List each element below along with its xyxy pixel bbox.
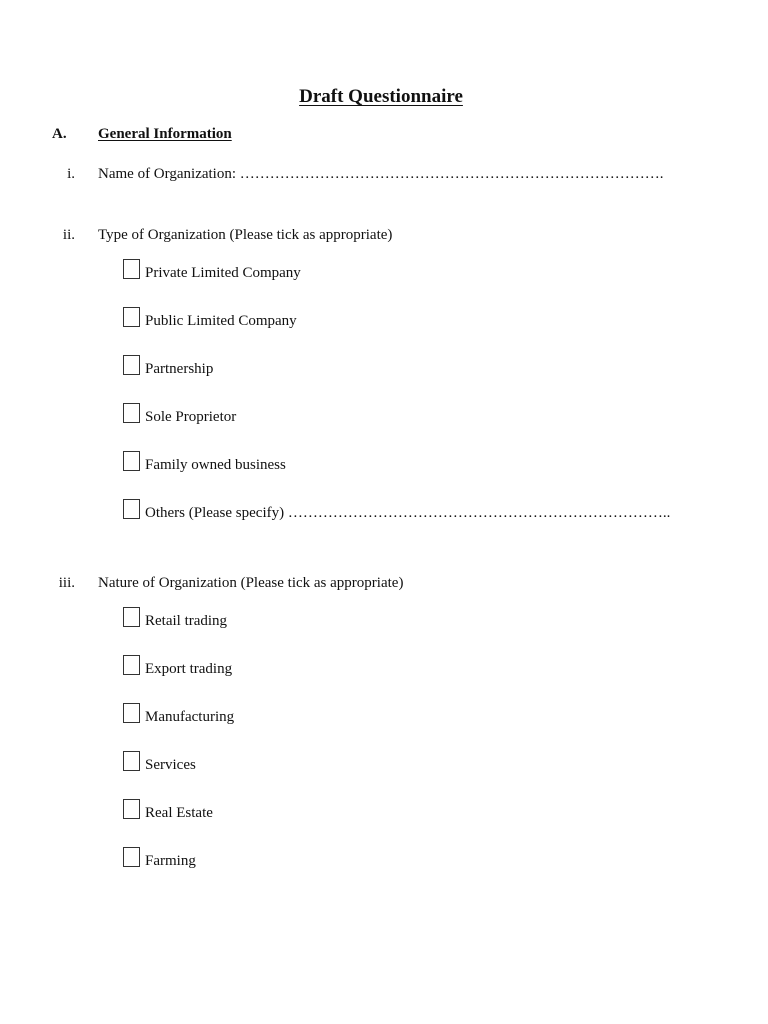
checkbox[interactable] <box>123 259 140 279</box>
section-title: General Information <box>98 126 232 142</box>
option-label: Family owned business <box>145 457 286 473</box>
option-label: Others (Please specify) ………………………………………………………………….. <box>145 505 671 521</box>
option-label: Private Limited Company <box>145 265 301 281</box>
option-label: Retail trading <box>145 613 228 629</box>
checkbox[interactable] <box>123 451 140 471</box>
checkbox[interactable] <box>123 403 140 423</box>
option-label: Export trading <box>145 661 233 677</box>
question-nature-of-organization: Nature of Organization (Please tick as appropriate) <box>98 575 404 591</box>
option-label: Public Limited Company <box>145 313 297 329</box>
question-number: ii. <box>62 227 75 243</box>
question-type-of-organization: Type of Organization (Please tick as appropriate) <box>98 227 393 243</box>
option-label: Services <box>145 757 196 773</box>
checkbox[interactable] <box>123 655 140 675</box>
page-title: Draft Questionnaire <box>299 86 463 107</box>
question-number: i. <box>67 166 75 182</box>
section-number: A. <box>52 126 67 142</box>
option-label: Farming <box>145 853 196 869</box>
checkbox[interactable] <box>123 751 140 771</box>
option-label: Partnership <box>145 361 214 377</box>
checkbox[interactable] <box>123 607 140 627</box>
option-label: Manufacturing <box>145 709 235 725</box>
checkbox[interactable] <box>123 799 140 819</box>
checkbox[interactable] <box>123 355 140 375</box>
checkbox[interactable] <box>123 847 140 867</box>
checkbox[interactable] <box>123 499 140 519</box>
checkbox[interactable] <box>123 703 140 723</box>
option-label: Real Estate <box>145 805 213 821</box>
checkbox[interactable] <box>123 307 140 327</box>
option-label: Sole Proprietor <box>145 409 237 425</box>
question-number: iii. <box>58 575 75 591</box>
question-name-of-organization: Name of Organization: …………………………………………………………………………. <box>98 166 664 182</box>
